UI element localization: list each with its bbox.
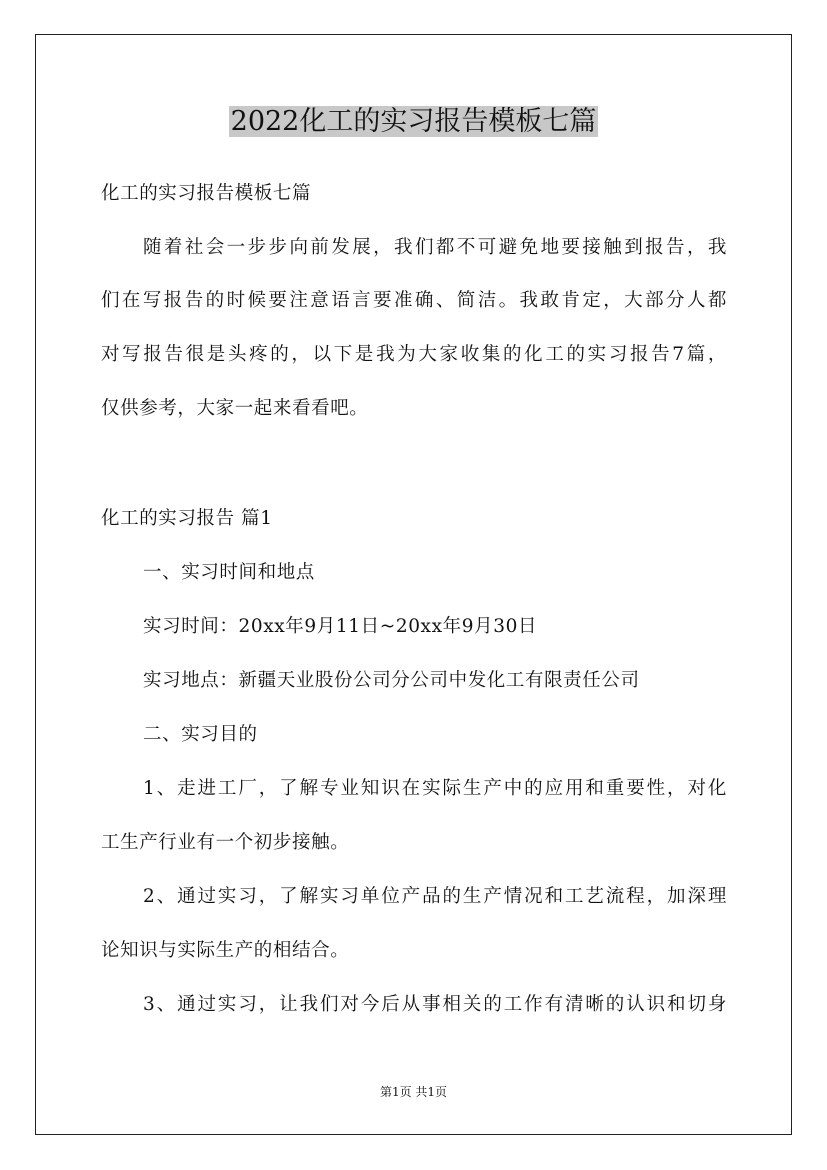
purpose-3-line-1: 3、通过实习，让我们对今后从事相关的工作有清晰的认识和切身 <box>143 994 727 1015</box>
heading-purpose: 二、实习目的 <box>143 724 258 745</box>
purpose-1-line-1: 1、走进工厂，了解专业知识在实际生产中的应用和重要性，对化 <box>143 778 727 799</box>
internship-time: 实习时间：20xx年9月11日~20xx年9月30日 <box>143 616 538 637</box>
document-title <box>0 102 827 142</box>
purpose-1-line-2: 工生产行业有一个初步接触。 <box>101 832 350 853</box>
section-heading-1: 化工的实习报告 篇1 <box>101 508 273 529</box>
intro-line-3: 对写报告很是头疼的，以下是我为大家收集的化工的实习报告7篇， <box>101 344 727 365</box>
intro-line-4: 仅供参考，大家一起来看看吧。 <box>101 398 369 419</box>
intro-line-1: 随着社会一步步向前发展，我们都不可避免地要接触到报告，我 <box>143 237 727 258</box>
page-footer: 第1页 共1页 <box>379 1085 448 1099</box>
intro-line-2: 们在写报告的时候要注意语言要准确、简洁。我敢肯定，大部分人都 <box>101 290 727 311</box>
heading-time-place: 一、实习时间和地点 <box>143 562 315 583</box>
internship-place: 实习地点：新疆天业股份公司分公司中发化工有限责任公司 <box>143 670 640 691</box>
document-title-text: 2022化工的实习报告模板七篇 <box>230 106 597 137</box>
subtitle-line: 化工的实习报告模板七篇 <box>101 183 312 204</box>
purpose-2-line-2: 论知识与实际生产的相结合。 <box>101 940 350 961</box>
purpose-2-line-1: 2、通过实习，了解实习单位产品的生产情况和工艺流程，加深理 <box>143 886 727 907</box>
